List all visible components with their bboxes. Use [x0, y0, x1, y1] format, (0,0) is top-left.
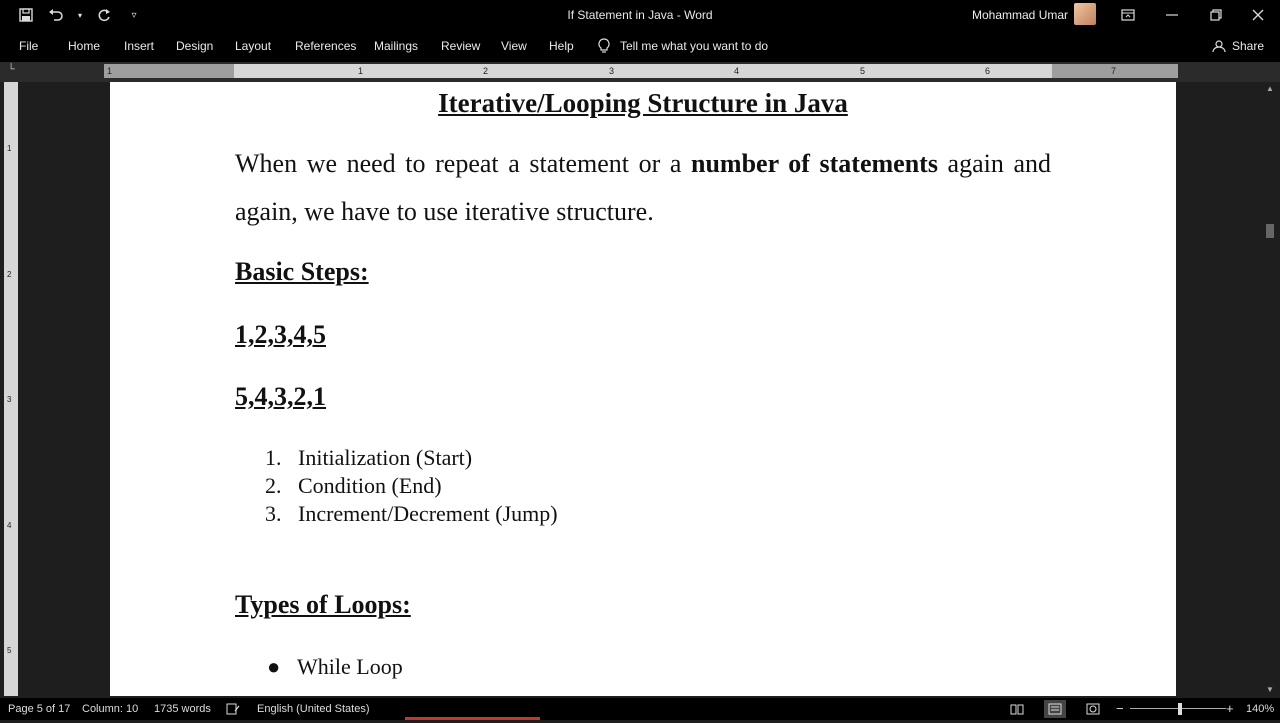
ruler-number: 6 — [985, 66, 991, 76]
list-number: 3. — [265, 501, 282, 526]
vruler-number: 3 — [7, 395, 12, 404]
tab-design[interactable]: Design — [176, 39, 214, 53]
avatar[interactable] — [1074, 3, 1096, 25]
quick-access-toolbar — [16, 5, 144, 25]
sequence-descending: 5,4,3,2,1 — [235, 382, 326, 411]
tell-me-label: Tell me what you want to do — [620, 39, 769, 53]
column-indicator[interactable]: Column: 10 — [82, 703, 139, 715]
tab-view[interactable]: View — [501, 39, 527, 53]
ribbon-display-options-icon[interactable] — [1108, 0, 1148, 30]
language-indicator[interactable]: English (United States) — [257, 703, 370, 715]
tab-home[interactable]: Home — [68, 39, 101, 53]
bullet-icon: ● — [267, 654, 281, 679]
list-text: Condition (End) — [298, 473, 442, 498]
zoom-slider-thumb[interactable] — [1178, 703, 1182, 715]
proofing-icon[interactable] — [226, 698, 240, 720]
list-number: 2. — [265, 473, 282, 498]
save-icon[interactable] — [16, 5, 36, 25]
status-bar — [0, 698, 1280, 720]
ruler-number: 4 — [734, 66, 740, 76]
zoom-in-icon[interactable]: + — [1226, 701, 1234, 716]
redo-icon[interactable] — [94, 5, 114, 25]
intro-paragraph — [235, 140, 1051, 236]
tab-selector[interactable]: └ — [7, 64, 15, 75]
tab-help[interactable]: Help — [549, 39, 574, 53]
tab-insert[interactable]: Insert — [124, 39, 155, 53]
list-text: Increment/Decrement (Jump) — [298, 501, 558, 526]
intro-text-after: again and again, we have to use iterative structure. — [235, 149, 1052, 226]
bullet-text: While Loop — [297, 654, 403, 679]
vruler-number: 4 — [7, 521, 12, 530]
word-count[interactable]: 1735 words — [154, 703, 211, 715]
tab-file[interactable]: File — [19, 39, 39, 53]
title-bar — [0, 0, 1280, 30]
vertical-ruler[interactable] — [4, 82, 18, 696]
basic-steps-heading: Basic Steps: — [235, 257, 369, 286]
ribbon-tabs — [0, 30, 1280, 62]
share-button[interactable] — [1212, 30, 1264, 62]
web-layout-icon[interactable] — [1082, 700, 1104, 718]
tab-references[interactable]: References — [295, 39, 357, 53]
sequence-ascending: 1,2,3,4,5 — [235, 320, 326, 349]
vruler-number: 1 — [7, 144, 12, 153]
left-margin — [104, 64, 234, 78]
bullet-item — [267, 654, 403, 680]
horizontal-ruler[interactable] — [104, 64, 1178, 78]
close-icon[interactable] — [1238, 0, 1278, 30]
share-label: Share — [1232, 39, 1265, 53]
list-item — [265, 472, 558, 500]
tab-mailings[interactable]: Mailings — [374, 39, 419, 53]
tell-me-search[interactable] — [598, 30, 768, 62]
document-title: If Statement in Java - Word — [567, 8, 713, 22]
customize-qat-icon[interactable]: ▿ — [131, 9, 137, 21]
lightbulb-icon — [598, 38, 610, 54]
ruler-number: 1 — [107, 66, 113, 76]
document-page[interactable] — [110, 82, 1176, 696]
page-count[interactable]: Page 5 of 17 — [8, 703, 71, 715]
list-number: 1. — [265, 445, 282, 470]
ruler-number: 3 — [609, 66, 615, 76]
ruler-number: 2 — [483, 66, 489, 76]
types-of-loops-heading: Types of Loops: — [235, 590, 411, 619]
print-layout-icon[interactable] — [1044, 700, 1066, 718]
list-item — [265, 500, 558, 528]
undo-dropdown-icon[interactable]: ▾ — [77, 10, 82, 20]
minimize-icon[interactable] — [1152, 0, 1192, 30]
tab-layout[interactable]: Layout — [235, 39, 272, 53]
tab-review[interactable]: Review — [441, 39, 481, 53]
steps-list — [265, 444, 558, 528]
scroll-up-icon[interactable]: ▲ — [1266, 84, 1274, 93]
intro-text-before: When we need to repeat a statement or a — [235, 149, 692, 178]
ruler-number: 1 — [358, 66, 364, 76]
undo-icon[interactable] — [46, 5, 66, 25]
document-heading: Iterative/Looping Structure in Java — [438, 88, 848, 118]
read-mode-icon[interactable] — [1006, 700, 1028, 718]
scroll-thumb[interactable] — [1266, 224, 1274, 238]
ruler-number: 5 — [860, 66, 866, 76]
intro-text-bold: number of statements — [691, 149, 938, 178]
restore-icon[interactable] — [1196, 0, 1236, 30]
list-item — [265, 444, 558, 472]
zoom-out-icon[interactable]: − — [1116, 701, 1124, 716]
user-name[interactable]: Mohammad Umar — [972, 8, 1069, 22]
zoom-level[interactable]: 140% — [1246, 703, 1275, 715]
vruler-number: 2 — [7, 270, 12, 279]
list-text: Initialization (Start) — [298, 445, 473, 470]
ruler-area — [0, 62, 1280, 82]
person-icon — [1212, 39, 1226, 53]
scroll-down-icon[interactable]: ▼ — [1266, 685, 1274, 694]
vruler-number: 5 — [7, 646, 12, 655]
ruler-number: 7 — [1111, 66, 1117, 76]
vertical-scrollbar[interactable] — [1262, 82, 1280, 696]
